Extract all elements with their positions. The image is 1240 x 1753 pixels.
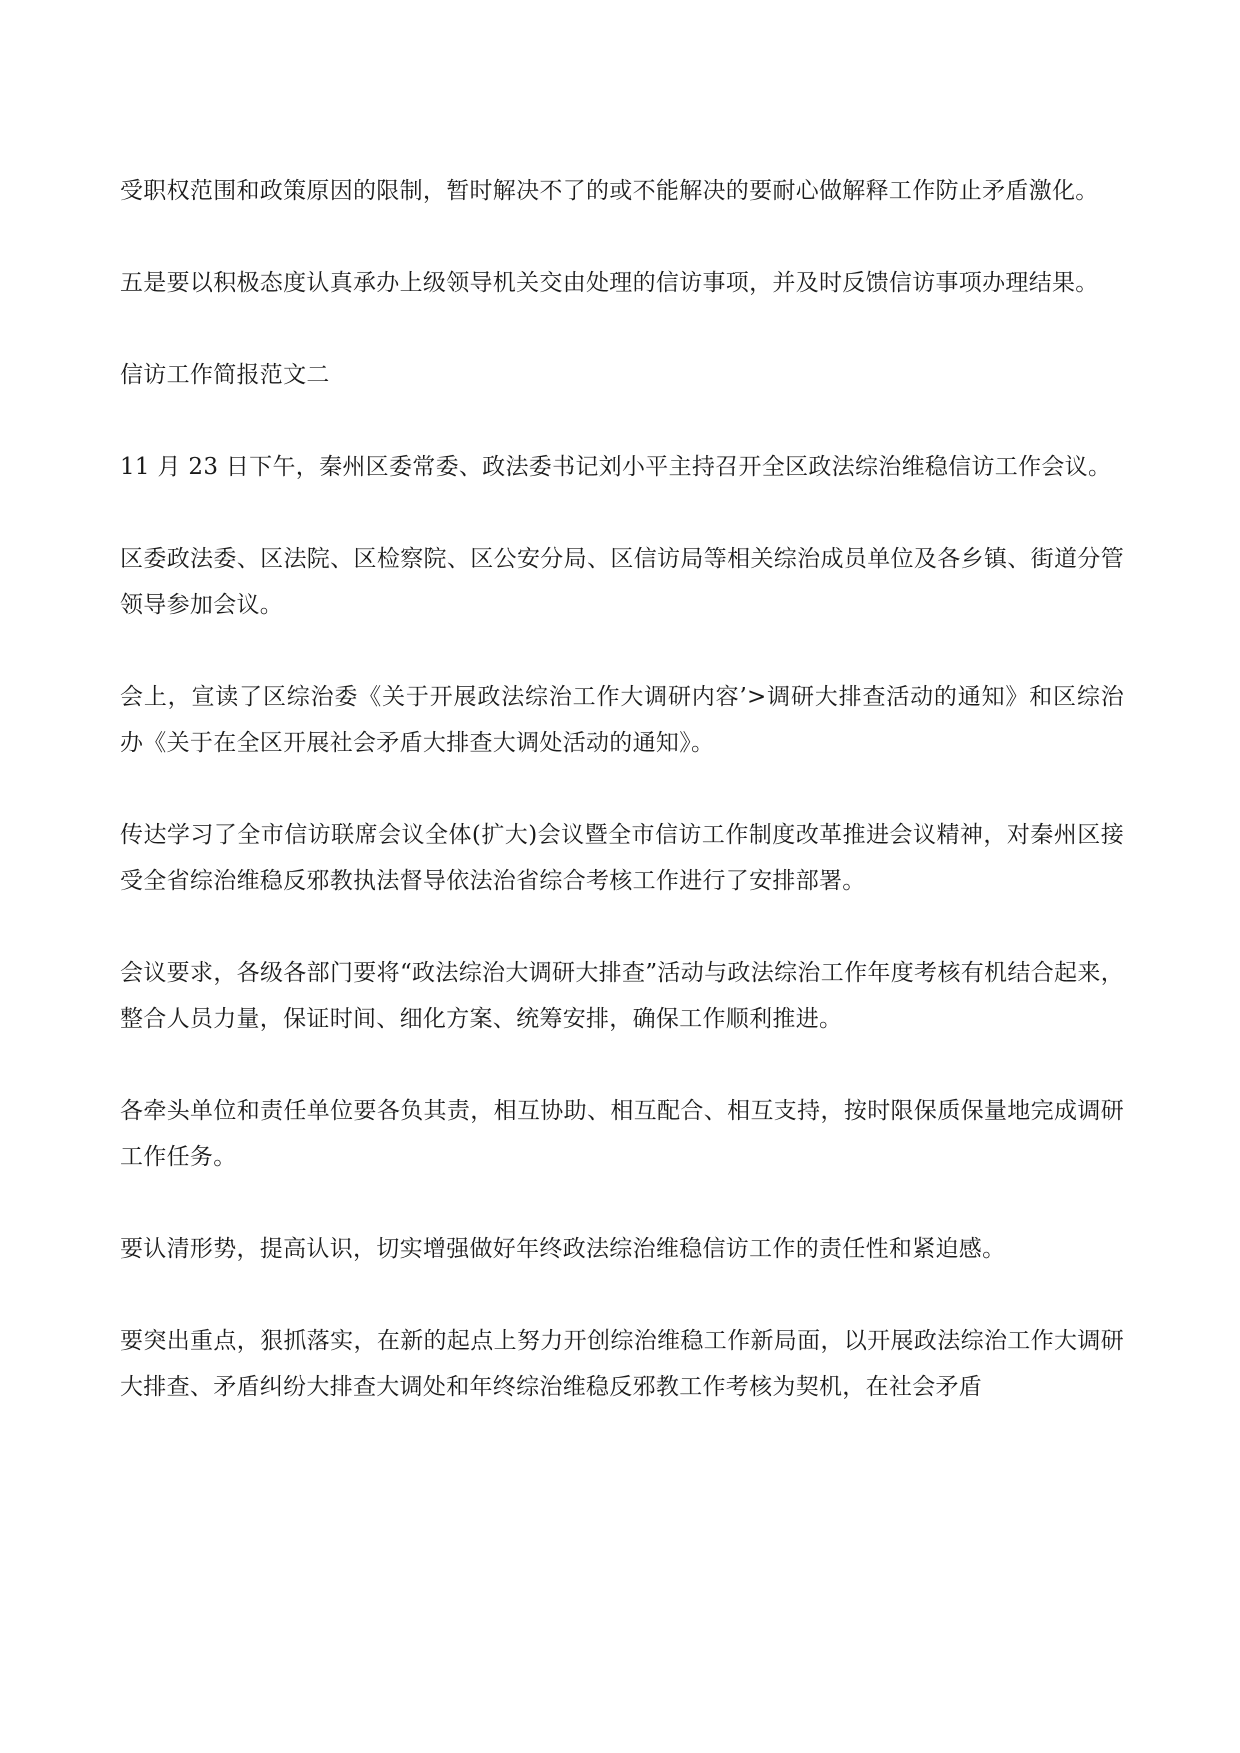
paragraph-7: 会议要求，各级各部门要将“政法综治大调研大排查”活动与政法综治工作年度考核有机结合起来，整合人员力量，保证时间、细化方案、统筹安排，确保工作顺利推进。 — [120, 960, 1124, 1032]
paragraph-3: 11 月 23 日下午，秦州区委常委、政法委书记刘小平主持召开全区政法综治维稳信访工作会议。 — [120, 454, 1112, 480]
paragraph-5: 会上，宣读了区综治委《关于开展政法综治工作大调研内容’>调研大排查活动的通知》和区综治办《关于在全区开展社会矛盾大排查大调处活动的通知》。 — [120, 684, 1124, 756]
paragraph-2: 五是要以积极态度认真承办上级领导机关交由处理的信访事项，并及时反馈信访事项办理结果。 — [120, 270, 1099, 296]
paragraph-8: 各牵头单位和责任单位要各负其责，相互协助、相互配合、相互支持，按时限保质保量地完成调研工作任务。 — [120, 1098, 1124, 1170]
paragraph-9: 要认清形势，提高认识，切实增强做好年终政法综治维稳信访工作的责任性和紧迫感。 — [120, 1236, 1006, 1262]
paragraph-1: 受职权范围和政策原因的限制，暂时解决不了的或不能解决的要耐心做解释工作防止矛盾激化。 — [120, 178, 1099, 204]
section-heading: 信访工作简报范文二 — [120, 362, 330, 388]
paragraph-6: 传达学习了全市信访联席会议全体(扩大)会议暨全市信访工作制度改革推进会议精神，对秦州区接受全省综治维稳反邪教执法督导依法治省综合考核工作进行了安排部署。 — [120, 822, 1124, 894]
document-body — [120, 168, 1124, 1456]
paragraph-10: 要突出重点，狠抓落实，在新的起点上努力开创综治维稳工作新局面，以开展政法综治工作大调研大排查、矛盾纠纷大排查大调处和年终综治维稳反邪教工作考核为契机，在社会矛盾 — [120, 1328, 1124, 1400]
paragraph-4: 区委政法委、区法院、区检察院、区公安分局、区信访局等相关综治成员单位及各乡镇、街道分管领导参加会议。 — [120, 546, 1124, 618]
